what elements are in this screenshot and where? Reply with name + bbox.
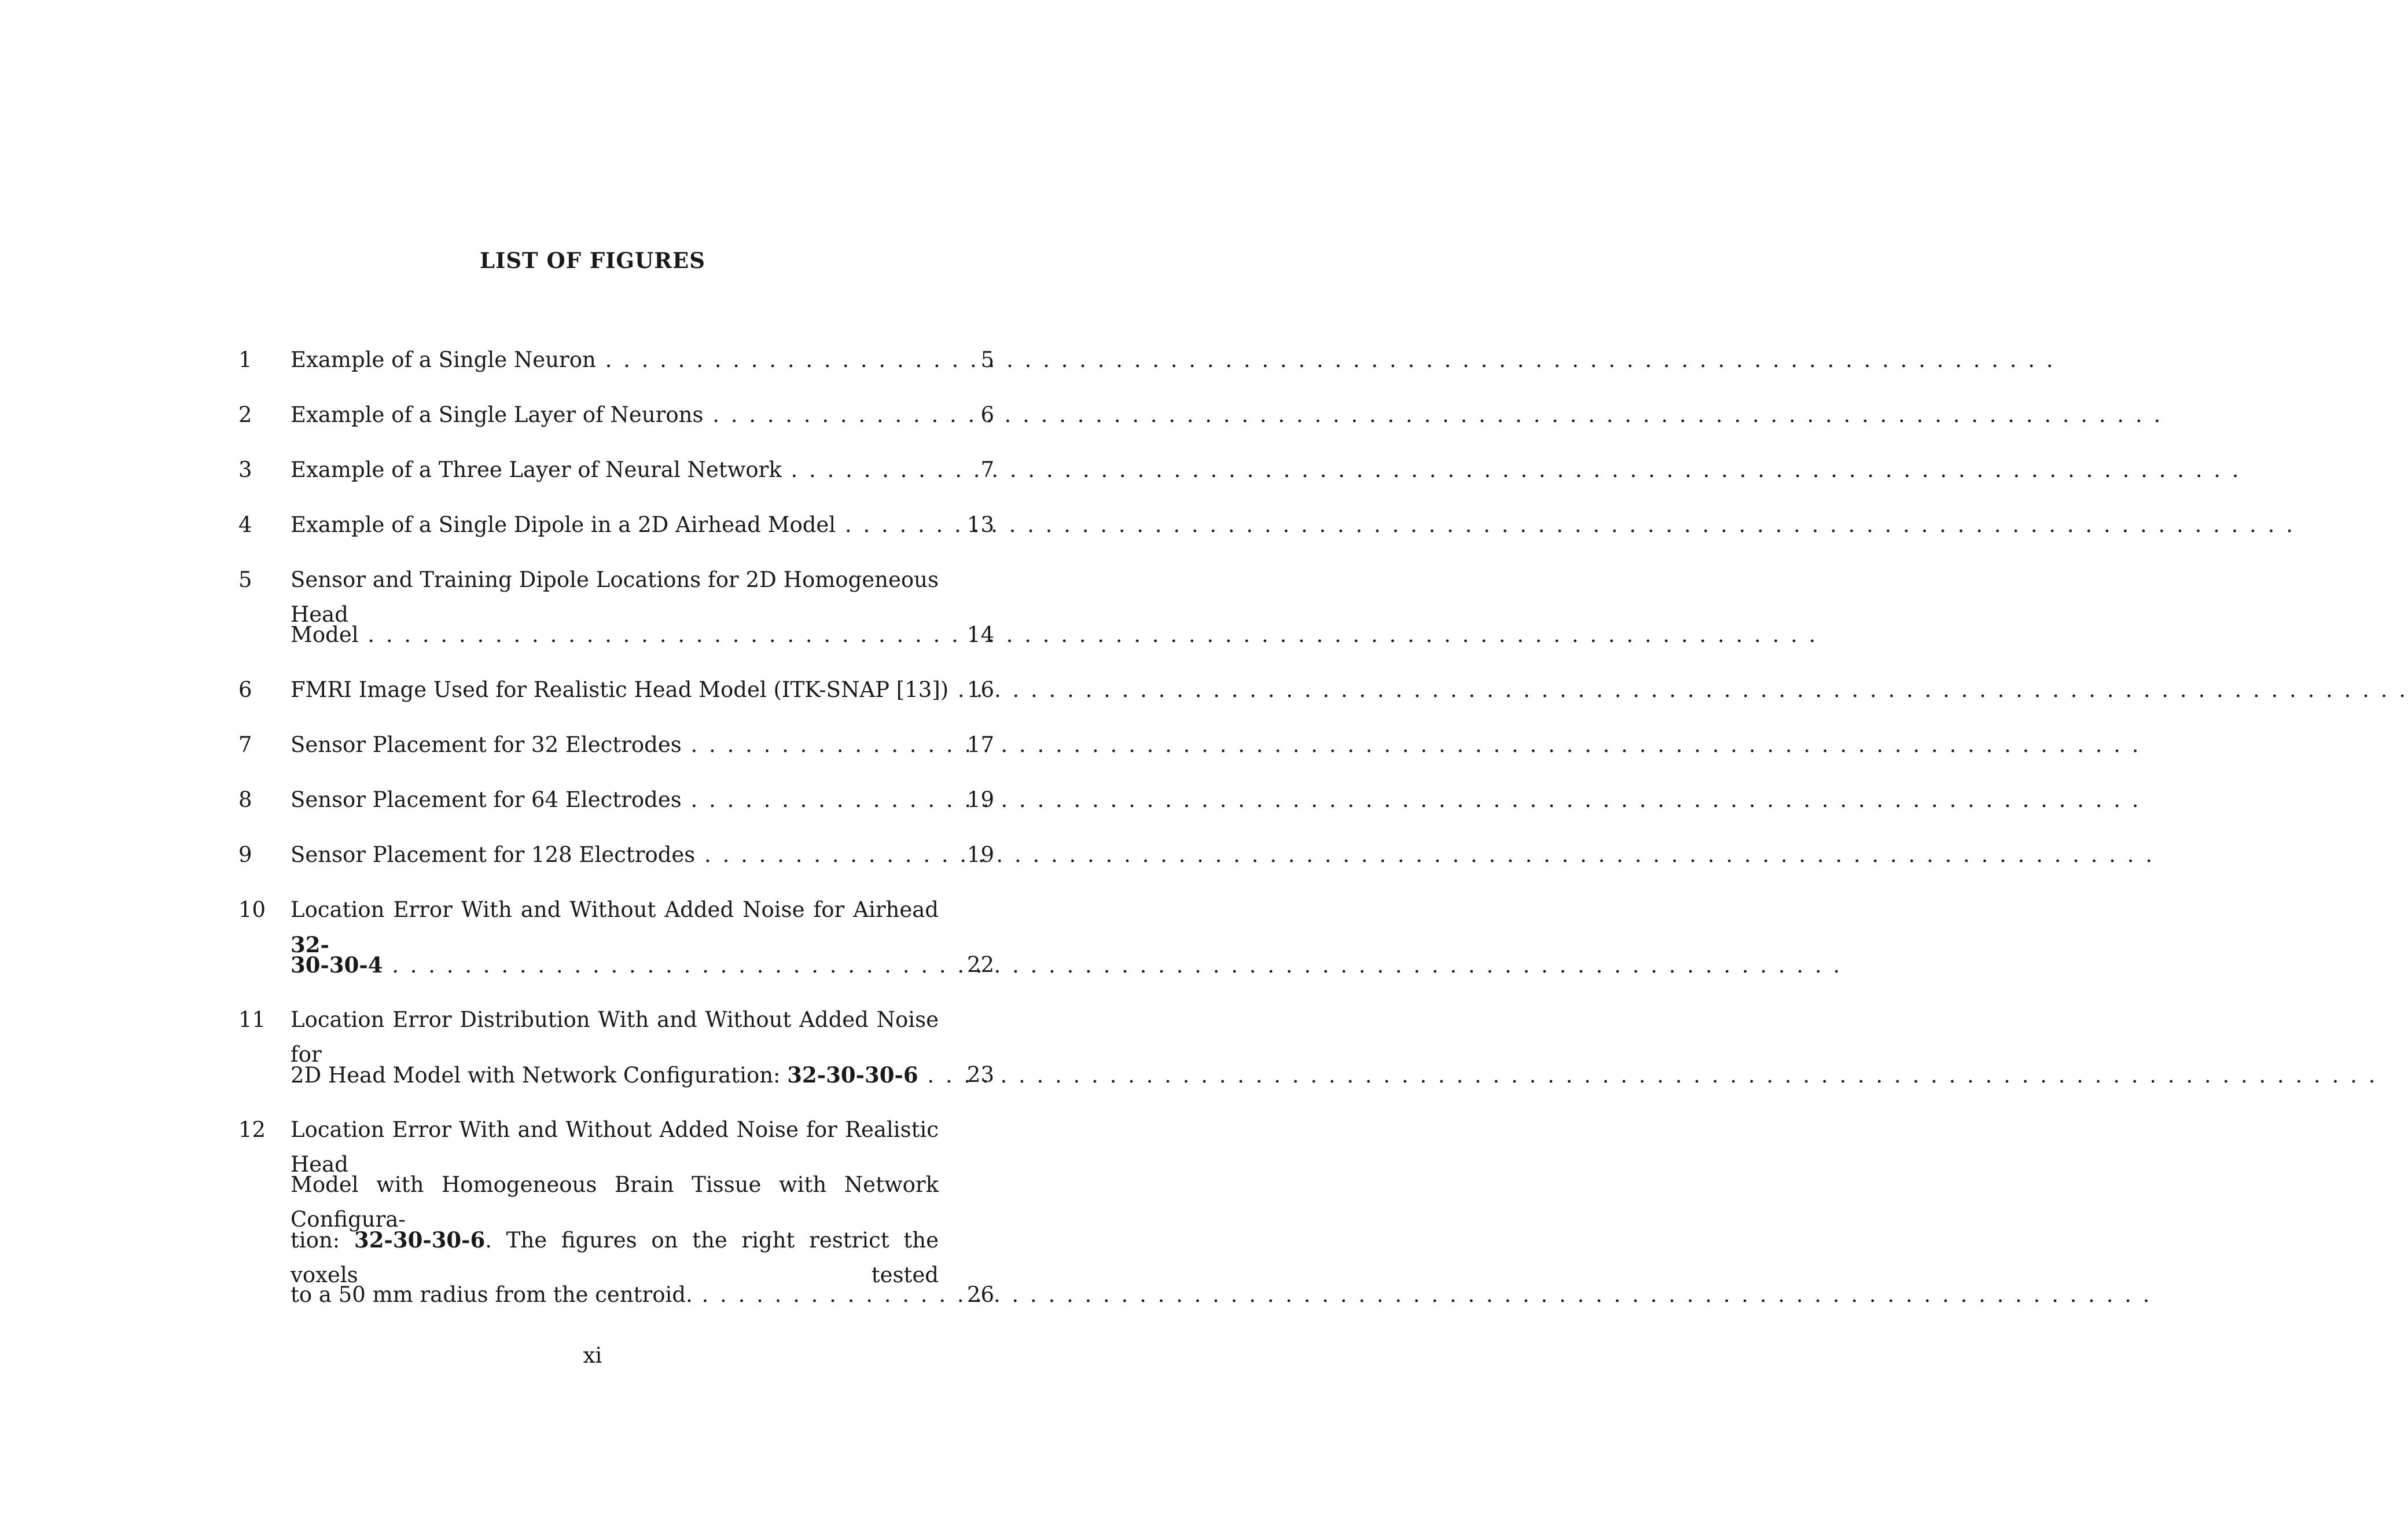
figure-entry[interactable]: [0, 893, 1185, 957]
figure-caption-line: tion: 32-30-30-6. The figures on the right restrict the voxels tested: [291, 1227, 939, 1287]
figure-caption-line: Location Error Distribution With and Without Added Noise for: [291, 1007, 939, 1067]
figure-entry[interactable]: [0, 728, 1185, 762]
figure-entry-continuation: [0, 618, 1185, 652]
figure-entry[interactable]: [0, 563, 1185, 627]
figure-entry[interactable]: [0, 343, 1185, 377]
figure-number: 8: [238, 787, 252, 812]
network-config: 32-: [291, 932, 329, 957]
network-config: 32-30-30-6: [354, 1227, 486, 1253]
page-number: 6: [980, 402, 994, 427]
figure-entry[interactable]: [0, 453, 1185, 487]
figure-caption-line: Location Error With and Without Added Noise for Airhead 32-: [291, 897, 939, 957]
page-footer-number: xi: [583, 1343, 602, 1368]
figure-number: 6: [238, 677, 252, 702]
page-number: 23: [966, 1062, 994, 1087]
network-config: 30-30-4: [291, 952, 383, 978]
figure-caption-line: Sensor and Training Dipole Locations for 2D Homogeneous Head: [291, 567, 939, 627]
figure-caption-line: Model . . .: [291, 618, 939, 652]
page-number: 13: [966, 512, 994, 537]
page-number: 22: [966, 952, 994, 977]
page-number: 7: [980, 457, 994, 482]
figure-caption: Example of a Single Dipole in a 2D Airhead Model . . .: [291, 508, 939, 542]
figure-entry-continuation: [0, 948, 1185, 982]
page-number: 14: [966, 622, 994, 647]
figure-entry-continuation: [0, 1223, 1185, 1287]
figure-caption-line: to a 50 mm radius from the centroid. . . .: [291, 1278, 939, 1312]
figure-entry[interactable]: [0, 398, 1185, 432]
figure-caption: Example of a Three Layer of Neural Network . . .: [291, 453, 939, 487]
figure-entry[interactable]: [0, 783, 1185, 817]
figure-entry-continuation: [0, 1168, 1185, 1232]
page-number: 26: [966, 1282, 994, 1307]
figure-number: 2: [238, 402, 252, 427]
figure-entry[interactable]: [0, 838, 1185, 872]
figure-number: 5: [238, 567, 252, 592]
figure-number: 1: [238, 347, 252, 372]
figure-caption: Example of a Single Neuron . . .: [291, 343, 939, 377]
page-number: 19: [966, 842, 994, 867]
figure-caption: FMRI Image Used for Realistic Head Model (ITK-SNAP [13]) . . .: [291, 673, 939, 707]
figure-number: 7: [238, 732, 252, 757]
page-title: LIST OF FIGURES: [480, 248, 705, 273]
figure-entry[interactable]: [0, 1113, 1185, 1177]
figure-number: 9: [238, 842, 252, 867]
figure-entry-continuation: [0, 1058, 1185, 1092]
figure-caption: Sensor Placement for 32 Electrodes . . .: [291, 728, 939, 762]
figure-number: 10: [238, 897, 266, 922]
figure-caption-line: 2D Head Model with Network Configuration: 32-30-30-6 . . .: [291, 1058, 939, 1093]
figure-entry-continuation: [0, 1278, 1185, 1312]
figure-number: 12: [238, 1117, 266, 1142]
figure-entry[interactable]: [0, 673, 1185, 707]
figure-entry[interactable]: [0, 508, 1185, 542]
figure-caption: Sensor Placement for 128 Electrodes . . .: [291, 838, 939, 872]
figure-entry[interactable]: [0, 1003, 1185, 1067]
page-number: 19: [966, 787, 994, 812]
figure-caption: Sensor Placement for 64 Electrodes . . .: [291, 783, 939, 817]
figure-caption-line: Model with Homogeneous Brain Tissue with Network Configura-: [291, 1172, 939, 1232]
network-config: 32-30-30-6: [787, 1062, 918, 1088]
figure-caption-line: Location Error With and Without Added Noise for Realistic Head: [291, 1117, 939, 1177]
figure-number: 4: [238, 512, 252, 537]
figure-number: 11: [238, 1007, 266, 1032]
figure-caption: Example of a Single Layer of Neurons . . .: [291, 398, 939, 432]
figure-caption-line: [291, 948, 939, 983]
page-number: 16: [966, 677, 994, 702]
figure-number: 3: [238, 457, 252, 482]
page-number: 5: [980, 347, 994, 372]
page-number: 17: [966, 732, 994, 757]
